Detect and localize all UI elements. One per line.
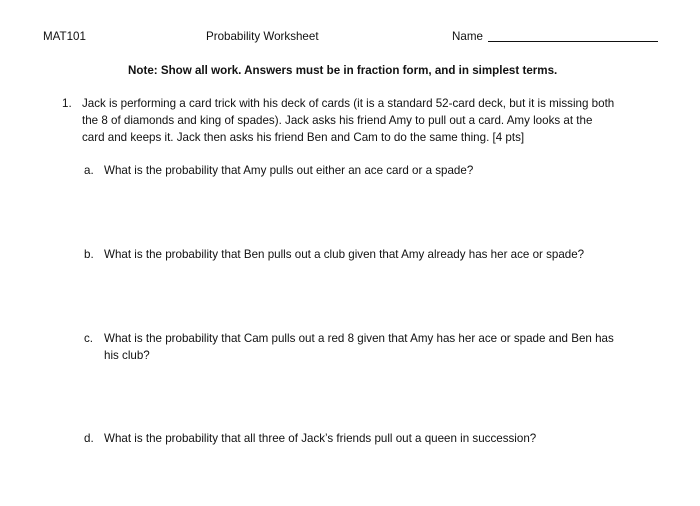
course-code: MAT101 (43, 30, 86, 43)
part-d-letter: d. (84, 432, 94, 445)
part-c-letter: c. (84, 332, 94, 345)
instructions-note: Note: Show all work. Answers must be in fraction form, and in simplest terms. (128, 64, 558, 77)
part-a-text (104, 162, 473, 179)
part-d-text (104, 430, 536, 447)
part-a-line: What is the probability that Amy pulls out either an ace card or a spade? (104, 164, 474, 177)
part-d-line: What is the probability that all three of Jack’s friends pull out a queen in succession? (104, 432, 537, 445)
part-c-line: What is the probability that Cam pulls out a red 8 given that Amy has her ace or spade and Ben has (104, 332, 614, 345)
part-c-text (104, 330, 614, 364)
part-a-letter: a. (84, 164, 94, 177)
worksheet-title: Probability Worksheet (206, 30, 319, 43)
question-number: 1. (62, 97, 72, 110)
question-text (82, 95, 672, 146)
name-label: Name (452, 30, 483, 43)
question-line: the 8 of diamonds and king of spades). Jack asks his friend Amy to pull out a card. Amy looks at the (82, 114, 593, 127)
part-b-line: What is the probability that Ben pulls out a club given that Amy already has her ace or spade? (104, 248, 585, 261)
part-b-text (104, 246, 584, 263)
name-blank-line (488, 41, 658, 42)
question-line: Jack is performing a card trick with his deck of cards (it is a standard 52-card deck, but it is missing both (82, 97, 615, 110)
part-b-letter: b. (84, 248, 94, 261)
part-c-line: his club? (104, 349, 150, 362)
question-line: card and keeps it. Jack then asks his friend Ben and Cam to do the same thing. [4 pts] (82, 131, 525, 144)
